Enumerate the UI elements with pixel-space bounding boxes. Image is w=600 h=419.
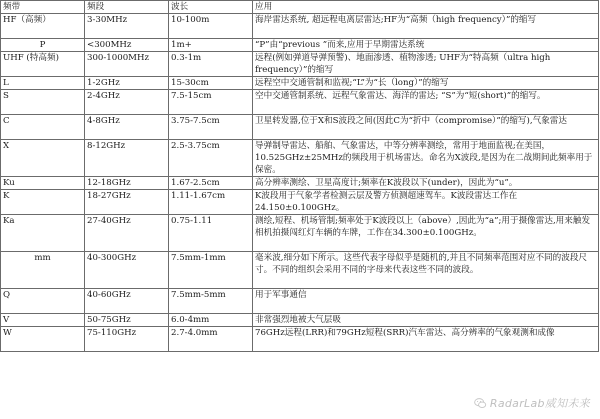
cell-frequency: 40-300GHz	[85, 252, 169, 289]
header-band: 频带	[1, 1, 85, 14]
cell-band: S	[1, 90, 85, 115]
cell-band: Ku	[1, 177, 85, 190]
cell-frequency: 3-30MHz	[85, 14, 169, 39]
cell-band: L	[1, 77, 85, 90]
cell-band: mm	[1, 252, 85, 289]
cell-band: V	[1, 314, 85, 327]
cell-wavelength: 7.5mm-5mm	[169, 289, 253, 314]
cell-frequency: 27-40GHz	[85, 215, 169, 252]
header-frequency: 频段	[85, 1, 169, 14]
table-row	[1, 52, 599, 77]
cell-wavelength: 2.5-3.75cm	[169, 140, 253, 177]
table-row	[1, 14, 599, 39]
cell-band: P	[1, 39, 85, 52]
cell-application: 海岸雷达系统, 超远程电离层雷达;HF为“高频（high frequency）”的缩写	[253, 14, 599, 39]
cell-frequency: 300-1000MHz	[85, 52, 169, 77]
cell-frequency: 4-8GHz	[85, 115, 169, 140]
watermark-text: RadarLab威知未来	[489, 397, 590, 410]
cell-wavelength: 0.3-1m	[169, 52, 253, 77]
cell-application: “P”由“previous ”而来,应用于早期雷达系统	[253, 39, 599, 52]
cell-band: HF（高频）	[1, 14, 85, 39]
cell-application: K波段用于气象学者检测云层及警方侦测超速驾车。K波段雷达工作在24.150±0.100GHz。	[253, 190, 599, 215]
cell-wavelength: 3.75-7.5cm	[169, 115, 253, 140]
header-application: 应用	[253, 1, 599, 14]
table-row	[1, 177, 599, 190]
table-row	[1, 140, 599, 177]
cell-band: W	[1, 327, 85, 352]
cell-frequency: 1-2GHz	[85, 77, 169, 90]
cell-application: 高分辨率测绘、卫星高度计;频率在K波段以下(under)，因此为“u”。	[253, 177, 599, 190]
cell-band: Q	[1, 289, 85, 314]
cell-application: 76GHz远程(LRR)和79GHz短程(SRR)汽车雷达、高分辨率的气象观测和成像	[253, 327, 599, 352]
table-row	[1, 215, 599, 252]
cell-frequency: 12-18GHz	[85, 177, 169, 190]
cell-application: 远程(例如弹道导弹预警)、地面渗透、植物渗透; UHF为“特高频（ultra high frequency）”的缩写	[253, 52, 599, 77]
table-row	[1, 252, 599, 289]
cell-frequency: 50-75GHz	[85, 314, 169, 327]
cell-frequency: 8-12GHz	[85, 140, 169, 177]
cell-application: 非常强烈地被大气层吸	[253, 314, 599, 327]
watermark	[474, 395, 590, 411]
cell-wavelength: 0.75-1.11	[169, 215, 253, 252]
cell-wavelength: 10-100m	[169, 14, 253, 39]
cell-application: 空中交通管制系统、远程气象雷达、海洋的雷达; “S”为“短(short)”的缩写。	[253, 90, 599, 115]
cell-application: 卫星转发器,位于X和S波段之间(因此C为“折中（compromise）”的缩写),气象雷达	[253, 115, 599, 140]
cell-wavelength: 2.7-4.0mm	[169, 327, 253, 352]
table-header-row	[1, 1, 599, 14]
cell-frequency: 2-4GHz	[85, 90, 169, 115]
table-row	[1, 289, 599, 314]
cell-wavelength: 1.67-2.5cm	[169, 177, 253, 190]
table-row	[1, 39, 599, 52]
wechat-logo-icon	[474, 397, 487, 410]
table-row	[1, 190, 599, 215]
header-wavelength: 波长	[169, 1, 253, 14]
cell-band: K	[1, 190, 85, 215]
table-row	[1, 90, 599, 115]
cell-application: 远程空中交通管制和监视;“L”为“长（long）”的缩写	[253, 77, 599, 90]
cell-application: 测绘,短程、机场管制;频率处于K波段以上（above）,因此为“a”;用于摄像雷达,用来触发相机拍摄闯红灯车辆的车牌，工作在34.300±0.100GHz。	[253, 215, 599, 252]
cell-frequency: 75-110GHz	[85, 327, 169, 352]
table-row	[1, 327, 599, 352]
cell-wavelength: 1m+	[169, 39, 253, 52]
cell-application: 导弹制导雷达、船舶、气象雷达，中等分辨率测绘，常用于地面监视;在美国，10.525GHz±25MHz的频段用于机场雷达。命名为X波段,是因为在二战期间此频率用于保密。	[253, 140, 599, 177]
cell-wavelength: 7.5-15cm	[169, 90, 253, 115]
cell-wavelength: 6.0-4mm	[169, 314, 253, 327]
cell-band: C	[1, 115, 85, 140]
cell-wavelength: 7.5mm-1mm	[169, 252, 253, 289]
cell-frequency: 18-27GHz	[85, 190, 169, 215]
cell-frequency: <300MHz	[85, 39, 169, 52]
cell-application: 毫米波,细分如下所示。这些代表字母似乎是随机的,并且不同频率范围对应不同的波段尺寸。不同的组织会采用不同的字母来代表这些不同的波段。	[253, 252, 599, 289]
cell-wavelength: 15-30cm	[169, 77, 253, 90]
cell-band: Ka	[1, 215, 85, 252]
cell-frequency: 40-60GHz	[85, 289, 169, 314]
cell-application: 用于军事通信	[253, 289, 599, 314]
cell-wavelength: 1.11-1.67cm	[169, 190, 253, 215]
table-row	[1, 77, 599, 90]
table-row	[1, 115, 599, 140]
cell-band: X	[1, 140, 85, 177]
cell-band: UHF (特高频)	[1, 52, 85, 77]
table-row	[1, 314, 599, 327]
